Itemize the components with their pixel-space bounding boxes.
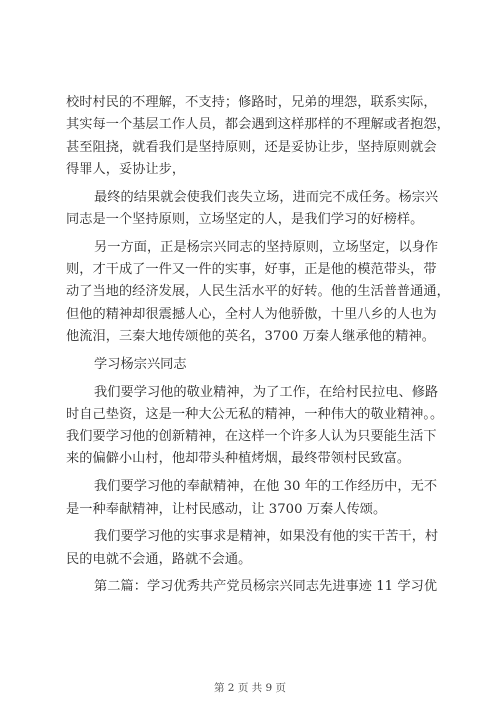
paragraph xyxy=(66,526,438,571)
paragraph xyxy=(66,382,444,471)
paragraph xyxy=(66,576,438,598)
page-footer: 第 2 页 共 9 页 xyxy=(213,682,287,694)
text-line: 我们要学习他的敬业精神，为了工作，在给村民拉电、修路 xyxy=(94,384,439,400)
text-line: 同志是一个坚持原则，立场坚定的人，是我们学习的好榜样。 xyxy=(66,211,424,227)
document-body xyxy=(66,92,450,604)
text-line: 最终的结果就会使我们丧失立场，进而完不成任务。杨宗兴 xyxy=(94,189,439,205)
text-line: 是一种奉献精神，让村民感动，让 3700 万秦人传颂。 xyxy=(66,501,387,517)
paragraph xyxy=(66,354,438,376)
text-line: 时自己垫资，这是一种大公无私的精神，一种伟大的敬业精神。。 xyxy=(66,406,444,422)
paragraph xyxy=(66,92,450,181)
text-line: 校时村民的不理解，不支持；修路时，兄弟的埋怨，联系实际， xyxy=(66,95,437,110)
text-line: 另一方面，正是杨宗兴同志的坚持原则，立场坚定，以身作 xyxy=(94,239,439,255)
text-line: 得罪人，妥协让步， xyxy=(66,161,186,177)
paragraph xyxy=(66,237,450,348)
paragraph xyxy=(66,187,438,232)
paragraph xyxy=(66,476,438,521)
text-line: 但他的精神却很震撼人心，全村人为他骄傲，十里八乡的人也为 xyxy=(66,306,437,322)
text-line: 甚至阻挠，就看我们是坚持原则，还是妥协让步，坚持原则就会 xyxy=(66,139,437,155)
text-line: 民的电就不会通，路就不会通。 xyxy=(66,551,252,567)
text-line: 其实每一个基层工作人员，都会遇到这样那样的不理解或者抱怨， xyxy=(66,117,450,133)
text-line: 我们要学习他的创新精神，在这样一个许多人认为只要能生活下 xyxy=(66,429,437,445)
text-line: 则，才干成了一件又一件的实事，好事，正是他的模范带头，带 xyxy=(66,262,437,278)
text-line: 来的偏僻小山村，他却带头种植烤烟，最终带领村民致富。 xyxy=(66,451,411,467)
text-line: 学习杨宗兴同志 xyxy=(94,356,187,372)
text-line: 他流泪，三秦大地传颂他的英名，3700 万秦人继承他的精神。 xyxy=(66,328,435,344)
text-line: 我们要学习他的实事求是精神，如果没有他的实干苦干，村 xyxy=(94,529,439,545)
text-line: 第二篇：学习优秀共产党员杨宗兴同志先进事迹 11 学习优 xyxy=(94,579,438,595)
text-line: 我们要学习他的奉献精神，在他 30 年的工作经历中，无不 xyxy=(94,479,438,495)
text-line: 动了当地的经济发展，人民生活水平的好转。他的生活普普通通， xyxy=(66,284,450,300)
